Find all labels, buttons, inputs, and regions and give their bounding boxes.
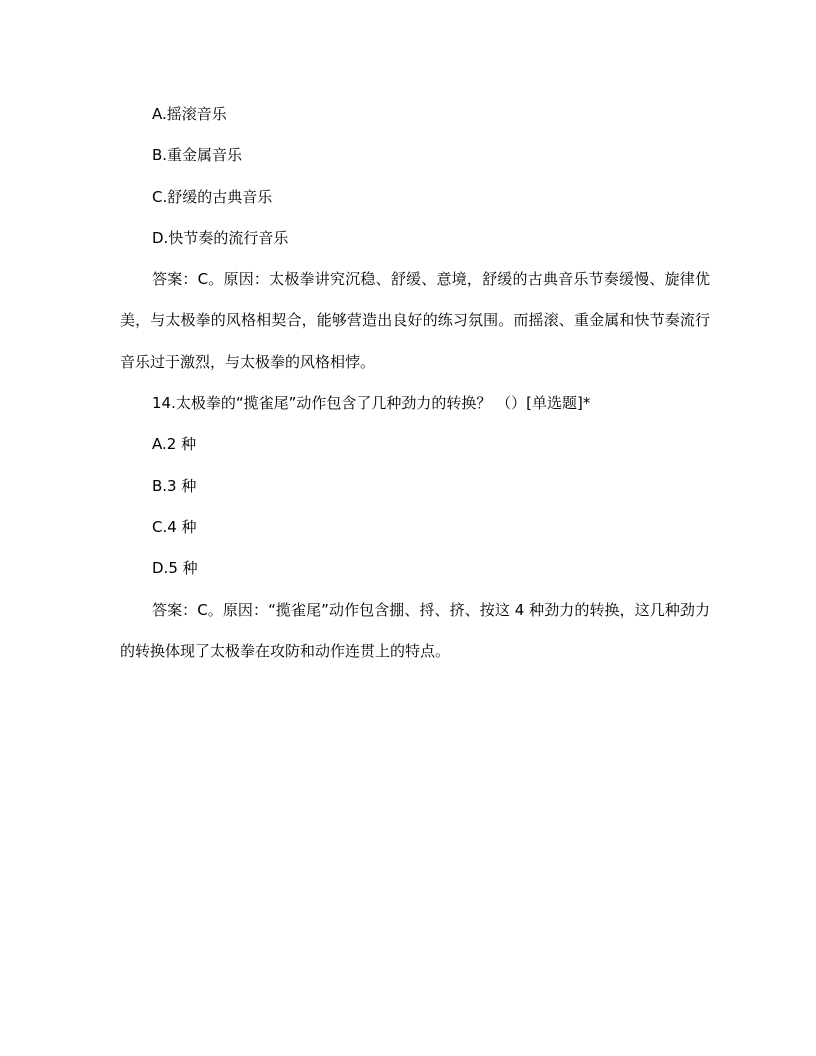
q14-answer: 答案：C。原因：“揽雀尾”动作包含掤、捋、挤、按这 4 种劲力的转换，这几种劲力的转换体现了太极拳在攻防和动作连贯上的特点。 <box>120 600 710 660</box>
document-body <box>120 94 710 672</box>
q14-option-c: C.4 种 <box>152 517 197 536</box>
q14-option-b: B.3 种 <box>152 476 197 495</box>
q13-option-a: A.摇滚音乐 <box>152 105 227 123</box>
q13-option-b: B.重金属音乐 <box>152 146 243 165</box>
q13-answer: 答案：C。原因：太极拳讲究沉稳、舒缓、意境，舒缓的古典音乐节奏缓慢、旋律优美，与太极拳的风格相契合，能够营造出良好的练习氛围。而摇滚、重金属和快节奏流行音乐过于激烈，与太极拳的风格相悖。 <box>120 270 710 371</box>
q13-option-c: C.舒缓的古典音乐 <box>152 187 273 206</box>
q14-question: 14.太极拳的“揽雀尾”动作包含了几种劲力的转换？ （）[单选题]* <box>152 394 591 413</box>
q13-option-d: D.快节奏的流行音乐 <box>152 228 289 247</box>
q14-option-a: A.2 种 <box>152 435 197 454</box>
q14-option-d: D.5 种 <box>152 559 198 578</box>
